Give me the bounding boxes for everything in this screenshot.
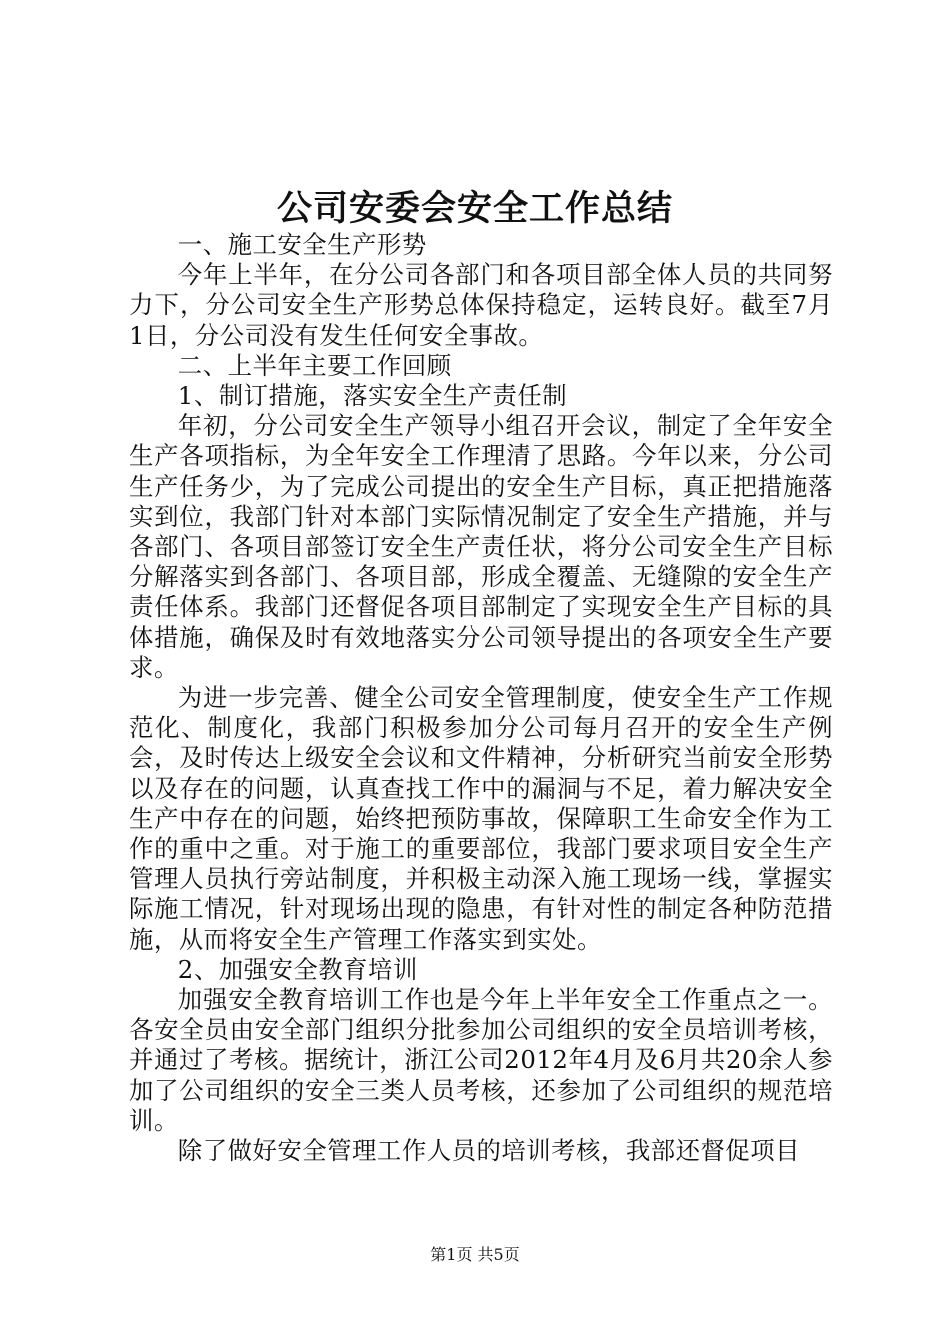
paragraph: 今年上半年，在分公司各部门和各项目部全体人员的共同努力下，分公司安全生产形势总体保持稳定，运转良好。截至7月1日，分公司没有发生任何安全事故。	[129, 260, 833, 350]
heading-section-1: 一、施工安全生产形势	[177, 230, 427, 259]
paragraph: 除了做好安全管理工作人员的培训考核，我部还督促项目	[177, 1136, 801, 1166]
paragraph: 为进一步完善、健全公司安全管理制度，使安全生产工作规范化、制度化，我部门积极参加分公司每月召开的安全生产例会，及时传达上级安全会议和文件精神，分析研究当前安全形势以及存在的问题，认真查找工作中的漏洞与不足，着力解决安全生产中存在的问题，始终把预防事故，保障职工生命安全作为工作的重中之重。对于施工的重要部位，我部门要求项目安全生产管理人员执行旁站制度，并积极主动深入施工现场一线，掌握实际施工情况，针对现场出现的隐患，有针对性的制定各种防范措施，从而将安全生产管理工作落实到实处。	[129, 683, 833, 954]
subheading-1: 1、制订措施，落实安全生产责任制	[177, 381, 568, 411]
subheading-2: 2、加强安全教育培训	[177, 954, 418, 984]
page-footer: 第1页 共5页	[430, 1245, 520, 1264]
document-body	[129, 230, 833, 1166]
paragraph: 加强安全教育培训工作也是今年上半年安全工作重点之一。各安全员由安全部门组织分批参加公司组织的安全员培训考核，并通过了考核。据统计，浙江公司2012年4月及6月共20余人参加了公司组织的安全三类人员考核，还参加了公司组织的规范培训。	[129, 985, 833, 1135]
paragraph: 年初，分公司安全生产领导小组召开会议，制定了全年安全生产各项指标，为全年安全工作理清了思路。今年以来，分公司生产任务少，为了完成公司提出的安全生产目标，真正把措施落实到位，我部门针对本部门实际情况制定了安全生产措施，并与各部门、各项目部签订安全生产责任状，将分公司安全生产目标分解落实到各部门、各项目部，形成全覆盖、无缝隙的安全生产责任体系。我部门还督促各项目部制定了实现安全生产目标的具体措施，确保及时有效地落实分公司领导提出的各项安全生产要求。	[129, 411, 833, 682]
document-title: 公司安委会安全工作总结	[276, 188, 673, 229]
heading-section-2: 二、上半年主要工作回顾	[177, 350, 452, 380]
